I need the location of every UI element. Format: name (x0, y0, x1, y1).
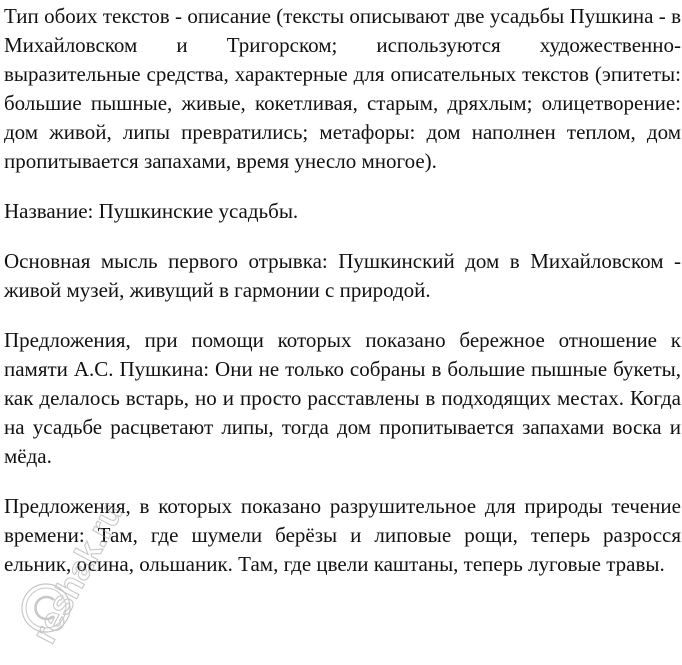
paragraph-main-idea: Основная мысль первого отрывка: Пушкинский дом в Михайловском - живой музей, живущий в гармонии с природой. (4, 249, 681, 302)
paragraph-careful-attitude: Предложения, при помощи которых показано бережное отношение к памяти А.С. Пушкина: Они не только собраны в большие пышные букеты, как делалось встарь, но и просто расставлены в подходящих местах. Когда на усадьбе расцветают липы, тогда дом пропитывается запахами воска и мёда. (4, 328, 681, 468)
paragraph-text-type: Тип обоих текстов - описание (тексты описывают две усадьбы Пушкина - в Михайловском и Тригорском; используются художественно-выразительные средства, характерные для описательных текстов (эпитеты: большие пышные, живые, кокетливая, старым, дряхлым; олицетворение: дом живой, липы превратились; метафоры: дом наполнен теплом, дом пропитывается запахами, время унесло многое). (4, 4, 681, 173)
copyright-icon (22, 584, 70, 632)
paragraph-title: Название: Пушкинские усадьбы. (4, 199, 299, 223)
document-body (4, 2, 681, 579)
watermark-text: reshak.ru (25, 496, 131, 650)
paragraph-destructive-time: Предложения, в которых показано разрушительное для природы течение времени: Там, где шумели берёзы и липовые рощи, теперь разросся ельник, осина, ольшаник. Там, где цвели каштаны, теперь луговые травы. (4, 494, 681, 576)
